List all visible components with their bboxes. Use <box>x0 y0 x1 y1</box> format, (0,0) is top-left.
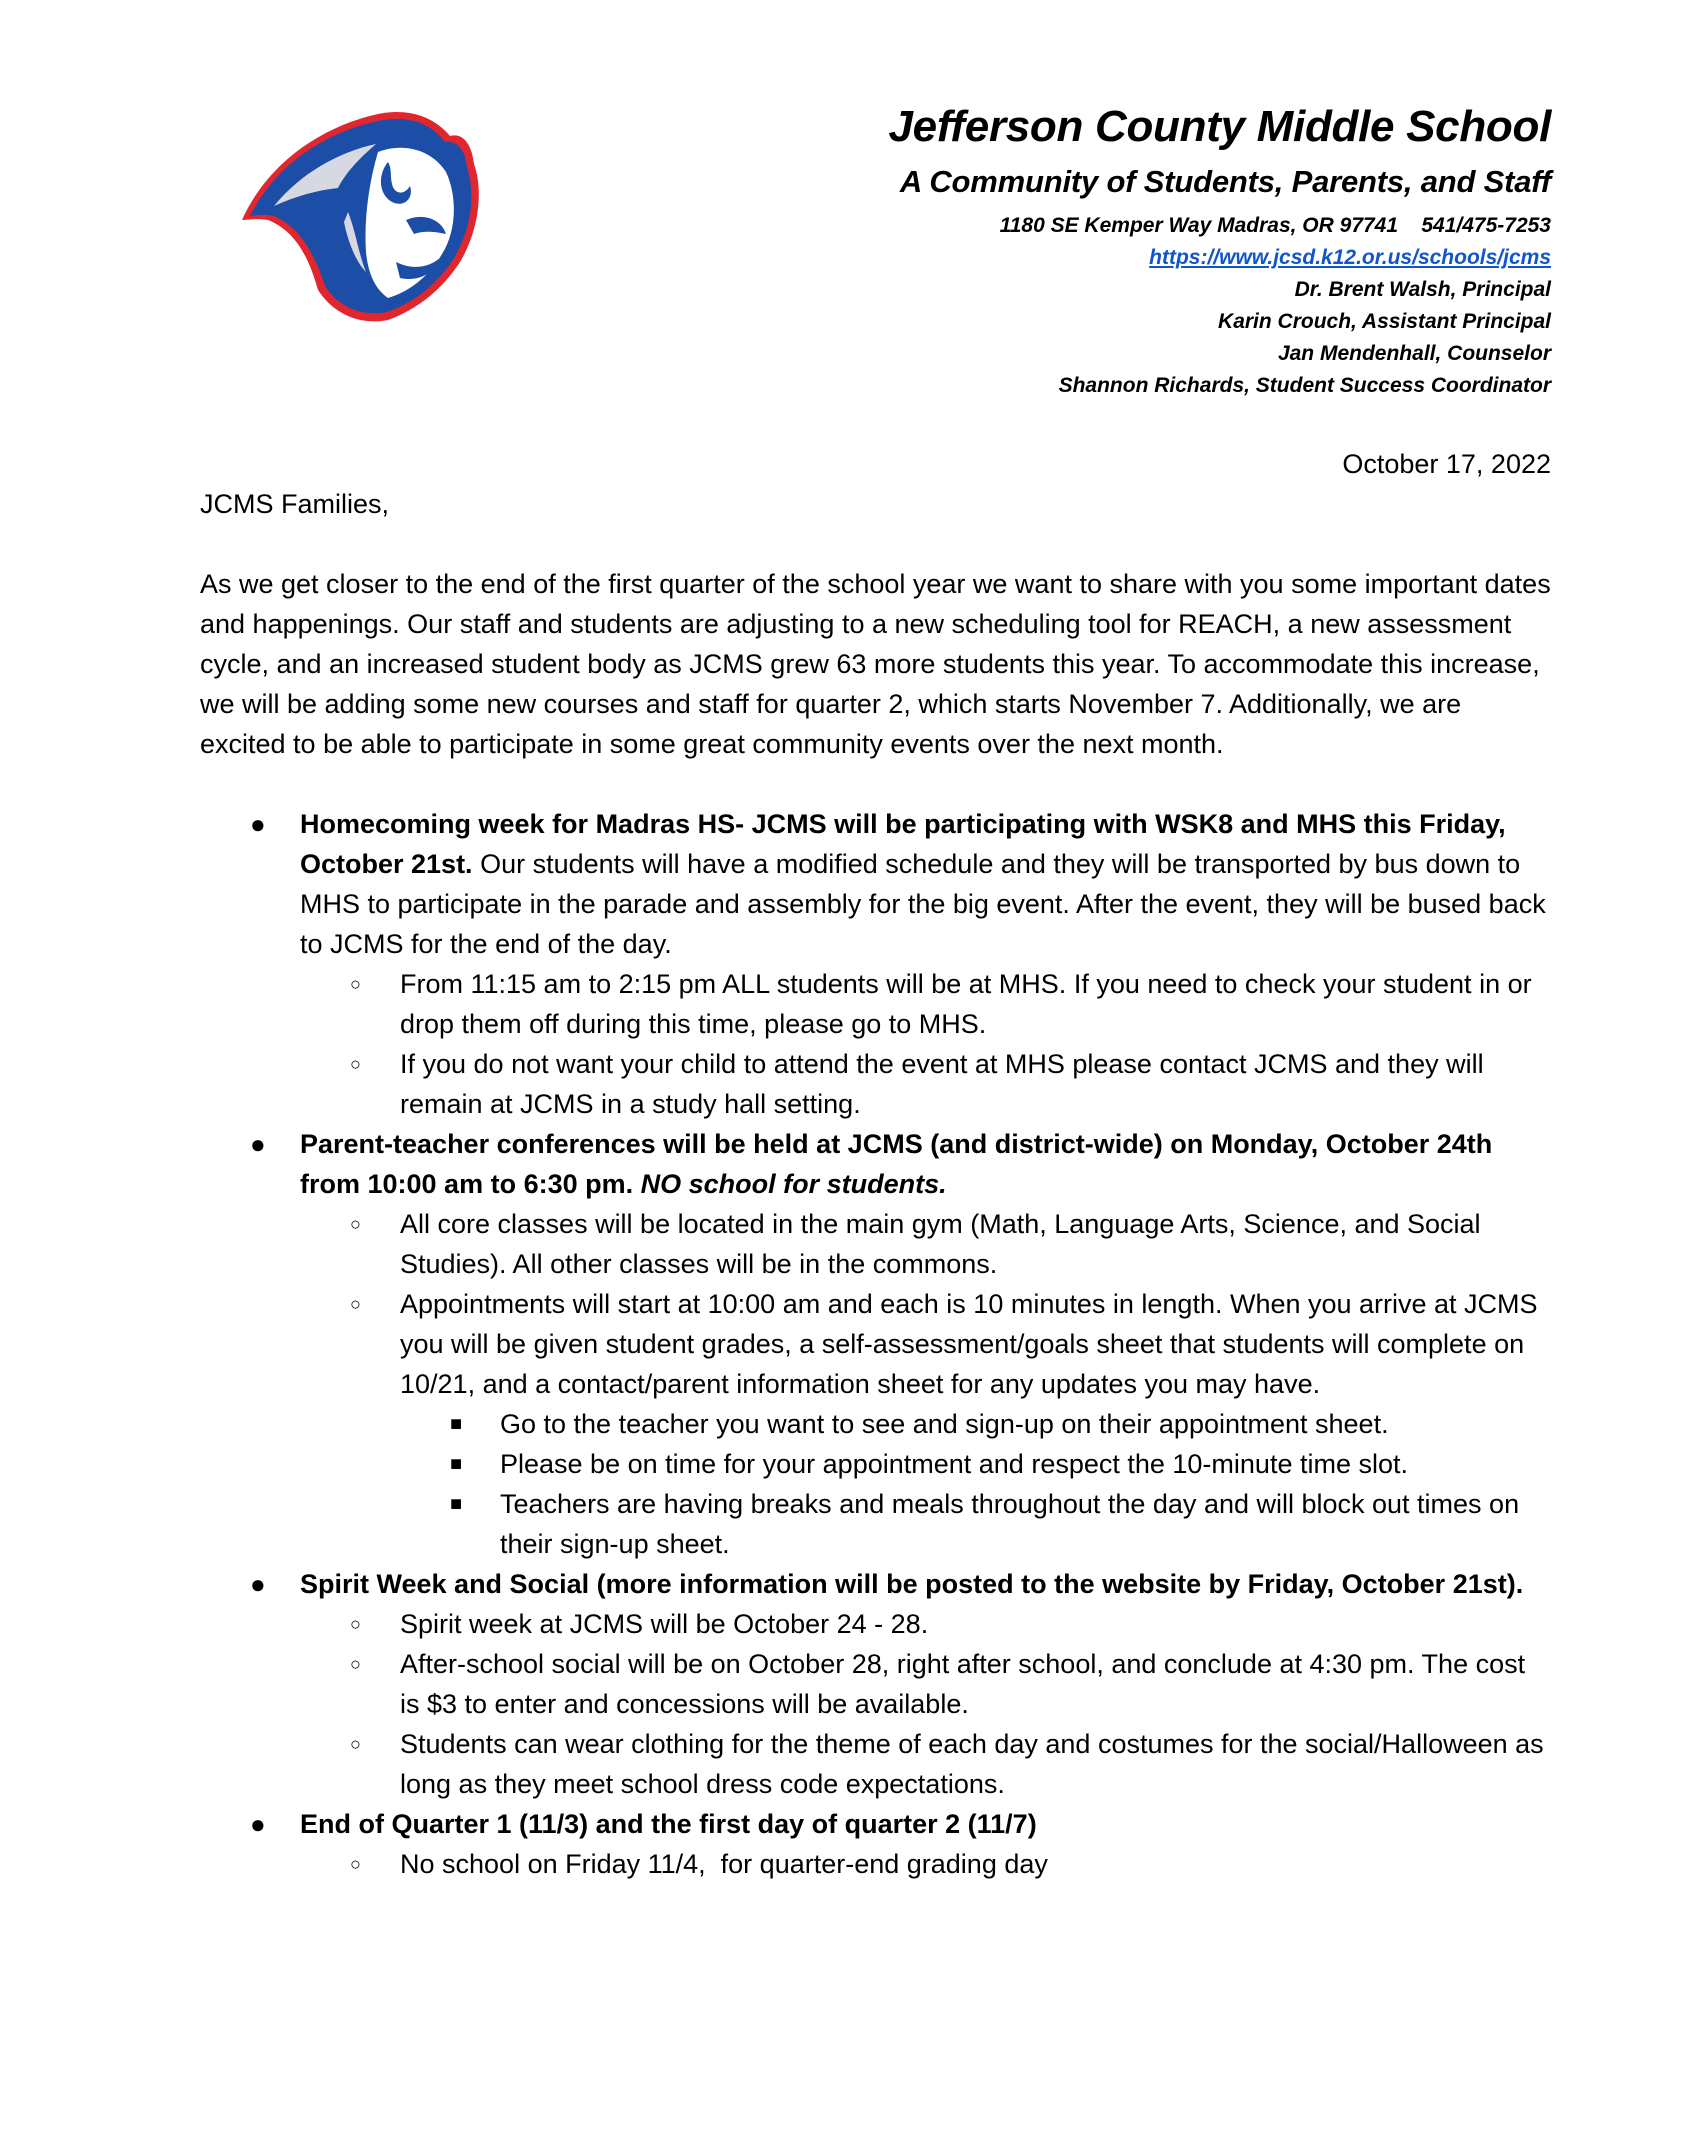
sub-sub-item: ■ Teachers are having breaks and meals throughout the day and will block out times on their sign-up sheet. <box>400 1484 1551 1564</box>
staff-coordinator: Shannon Richards, Student Success Coordinator <box>1058 374 1551 397</box>
school-address: 1180 SE Kemper Way Madras, OR 97741 541/475-7253 <box>999 214 1551 237</box>
school-logo <box>228 102 490 324</box>
staff-counselor: Jan Mendenhall, Counselor <box>1277 342 1551 365</box>
intro-paragraph: As we get closer to the end of the first quarter of the school year we want to share with you some important dates and happenings. Our staff and students are adjusting to a new scheduling tool for REACH, a new assessment cycle, and an increased student body as JCMS grew 63 more students this year. To accommodate this increase, we will be adding some new courses and staff for quarter 2, which starts November 7. Additionally, we are excited to be able to participate in some great community events over the next month. <box>200 569 1551 759</box>
bison-mascot-icon <box>228 102 490 324</box>
greeting: JCMS Families, <box>200 489 390 519</box>
school-tagline: A Community of Students, Parents, and Staff <box>899 164 1551 199</box>
sub-item: ○ Spirit week at JCMS will be October 24 - 28. <box>300 1604 1551 1644</box>
bullet-circle-icon: ○ <box>350 1294 361 1314</box>
list-item-quarter-end: ● End of Quarter 1 (11/3) and the first day of quarter 2 (11/7) ○ No school on Friday 11/4, for quarter-end grading day <box>200 1804 1551 1884</box>
sub-item: ○ After-school social will be on October 28, right after school, and conclude at 4:30 pm. The cost is $3 to enter and concessions will be available. <box>300 1644 1551 1724</box>
bullet-disc-icon: ● <box>250 1129 266 1159</box>
staff-assistant-principal: Karin Crouch, Assistant Principal <box>1218 310 1551 333</box>
bullet-circle-icon: ○ <box>350 1614 361 1634</box>
bullet-disc-icon: ● <box>250 1569 266 1599</box>
bullet-circle-icon: ○ <box>350 1214 361 1234</box>
sub-item: ○ All core classes will be located in the main gym (Math, Language Arts, Science, and Social Studies). All other classes will be in the commons. <box>300 1204 1551 1284</box>
sub-item: ○ If you do not want your child to attend the event at MHS please contact JCMS and they will remain at JCMS in a study hall setting. <box>300 1044 1551 1124</box>
letter-body <box>200 484 1551 1884</box>
sub-item: ○ Students can wear clothing for the theme of each day and costumes for the social/Halloween as long as they meet school dress code expectations. <box>300 1724 1551 1804</box>
bullet-square-icon: ■ <box>450 1493 463 1515</box>
bullet-square-icon: ■ <box>450 1453 463 1475</box>
staff-principal: Dr. Brent Walsh, Principal <box>1294 278 1551 301</box>
bullet-circle-icon: ○ <box>350 1654 361 1674</box>
list-item-homecoming: ● Homecoming week for Madras HS- JCMS will be participating with WSK8 and MHS this Friday, October 21st. Our students will have a modified schedule and they will be transported by bus down to MHS to participate in the parade and assembly for the big event. After the event, they will be bused back to JCMS for the end of the day. ○ From 11:15 am to 2:15 pm ALL students will be at MHS. If you need to check your student in or drop them off during this time, please go to MHS. ○ If you do not want your child to attend the event at MHS please contact JCMS and they will remain at JCMS in a study hall setting. <box>200 804 1551 1124</box>
school-name: Jefferson County Middle School <box>888 102 1551 151</box>
bullet-circle-icon: ○ <box>350 1734 361 1754</box>
list-item-conferences: ● Parent-teacher conferences will be held at JCMS (and district-wide) on Monday, October 24th from 10:00 am to 6:30 pm. NO school for students. ○ All core classes will be located in the main gym (Math, Language Arts, Science, and Social Studies). All other classes will be in the commons. ○ Appointments will start at 10:00 am and each is 10 minutes in length. When you arrive at JCMS you will be given student grades, a self-assessment/goals sheet that students will complete on 10/21, and a contact/parent information sheet for any updates you may have. ■ Go to the teacher you want to see and sign-up on their appointment sheet. ■ Please be on time for your appointment and respect the 10-minute time slot. ■ Teachers are having breaks and meals throughout the day and will block out times on their sign-up sheet. <box>200 1124 1551 1564</box>
bullet-circle-icon: ○ <box>350 974 361 994</box>
letter-date: October 17, 2022 <box>1342 449 1551 479</box>
bullet-disc-icon: ● <box>250 1809 266 1839</box>
school-website-link[interactable]: https://www.jcsd.k12.or.us/schools/jcms <box>1149 246 1551 269</box>
announcement-list <box>200 804 1551 1884</box>
bullet-square-icon: ■ <box>450 1413 463 1435</box>
bullet-circle-icon: ○ <box>350 1854 361 1874</box>
list-item-spirit-week: ● Spirit Week and Social (more information will be posted to the website by Friday, October 21st). ○ Spirit week at JCMS will be October 24 - 28. ○ After-school social will be on October 28, right after school, and conclude at 4:30 pm. The cost is $3 to enter and concessions will be available. ○ Students can wear clothing for the theme of each day and costumes for the social/Halloween as long as they meet school dress code expectations. <box>200 1564 1551 1804</box>
sub-sub-item: ■ Please be on time for your appointment and respect the 10-minute time slot. <box>400 1444 1551 1484</box>
sub-sub-item: ■ Go to the teacher you want to see and sign-up on their appointment sheet. <box>400 1404 1551 1444</box>
letterhead <box>889 100 1551 402</box>
sub-item: ○ Appointments will start at 10:00 am and each is 10 minutes in length. When you arrive at JCMS you will be given student grades, a self-assessment/goals sheet that students will complete on 10/21, and a contact/parent information sheet for any updates you may have. ■ Go to the teacher you want to see and sign-up on their appointment sheet. ■ Please be on time for your appointment and respect the 10-minute time slot. ■ Teachers are having breaks and meals throughout the day and will block out times on their sign-up sheet. <box>300 1284 1551 1564</box>
sub-item: ○ No school on Friday 11/4, for quarter-end grading day <box>300 1844 1551 1884</box>
bullet-circle-icon: ○ <box>350 1054 361 1074</box>
bullet-disc-icon: ● <box>250 809 266 839</box>
sub-item: ○ From 11:15 am to 2:15 pm ALL students will be at MHS. If you need to check your student in or drop them off during this time, please go to MHS. <box>300 964 1551 1044</box>
